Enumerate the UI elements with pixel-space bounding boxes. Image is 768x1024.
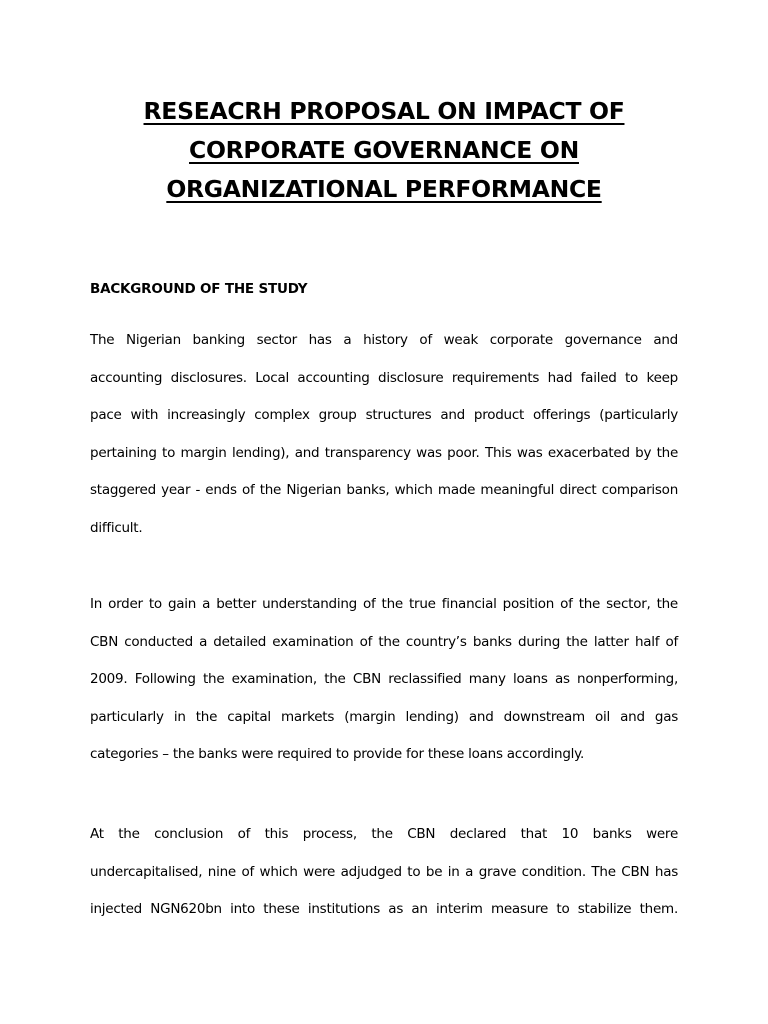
text-line: accounting disclosures. Local accounting disclosure requirements had failed to keep — [90, 369, 678, 386]
paragraph-2 — [90, 586, 678, 774]
text-line: The Nigerian banking sector has a history of weak corporate governance and — [90, 332, 678, 348]
text-line: particularly in the capital markets (margin lending) and downstream oil and gas — [90, 708, 678, 725]
text-line: At the conclusion of this process, the CBN declared that 10 banks were — [90, 826, 678, 842]
paragraph-1 — [90, 322, 678, 547]
title-line: RESEACRH PROPOSAL ON IMPACT OF — [143, 97, 625, 125]
text-line: In order to gain a better understanding of the true financial position of the sector, the — [90, 596, 678, 612]
text-line: 2009. Following the examination, the CBN reclassified many loans as nonperforming, — [90, 671, 678, 687]
text-line: staggered year - ends of the Nigerian banks, which made meaningful direct comparison — [90, 482, 678, 498]
title-line: ORGANIZATIONAL PERFORMANCE — [166, 175, 602, 203]
text-line: pace with increasingly complex group structures and product offerings (particularly — [90, 407, 678, 423]
text-line: undercapitalised, nine of which were adjudged to be in a grave condition. The CBN has — [90, 863, 678, 880]
text-line: CBN conducted a detailed examination of the country’s banks during the latter half of — [90, 633, 678, 650]
paragraph-3 — [90, 816, 678, 929]
text-line: injected NGN620bn into these institutions as an interim measure to stabilize them. — [90, 901, 678, 917]
text-line: categories – the banks were required to provide for these loans accordingly. — [90, 746, 585, 762]
text-line: pertaining to margin lending), and transparency was poor. This was exacerbated by the — [90, 444, 678, 461]
title-line: CORPORATE GOVERNANCE ON — [189, 136, 579, 164]
text-line: difficult. — [90, 519, 143, 536]
section-heading: BACKGROUND OF THE STUDY — [90, 281, 308, 297]
document-title — [60, 92, 708, 209]
